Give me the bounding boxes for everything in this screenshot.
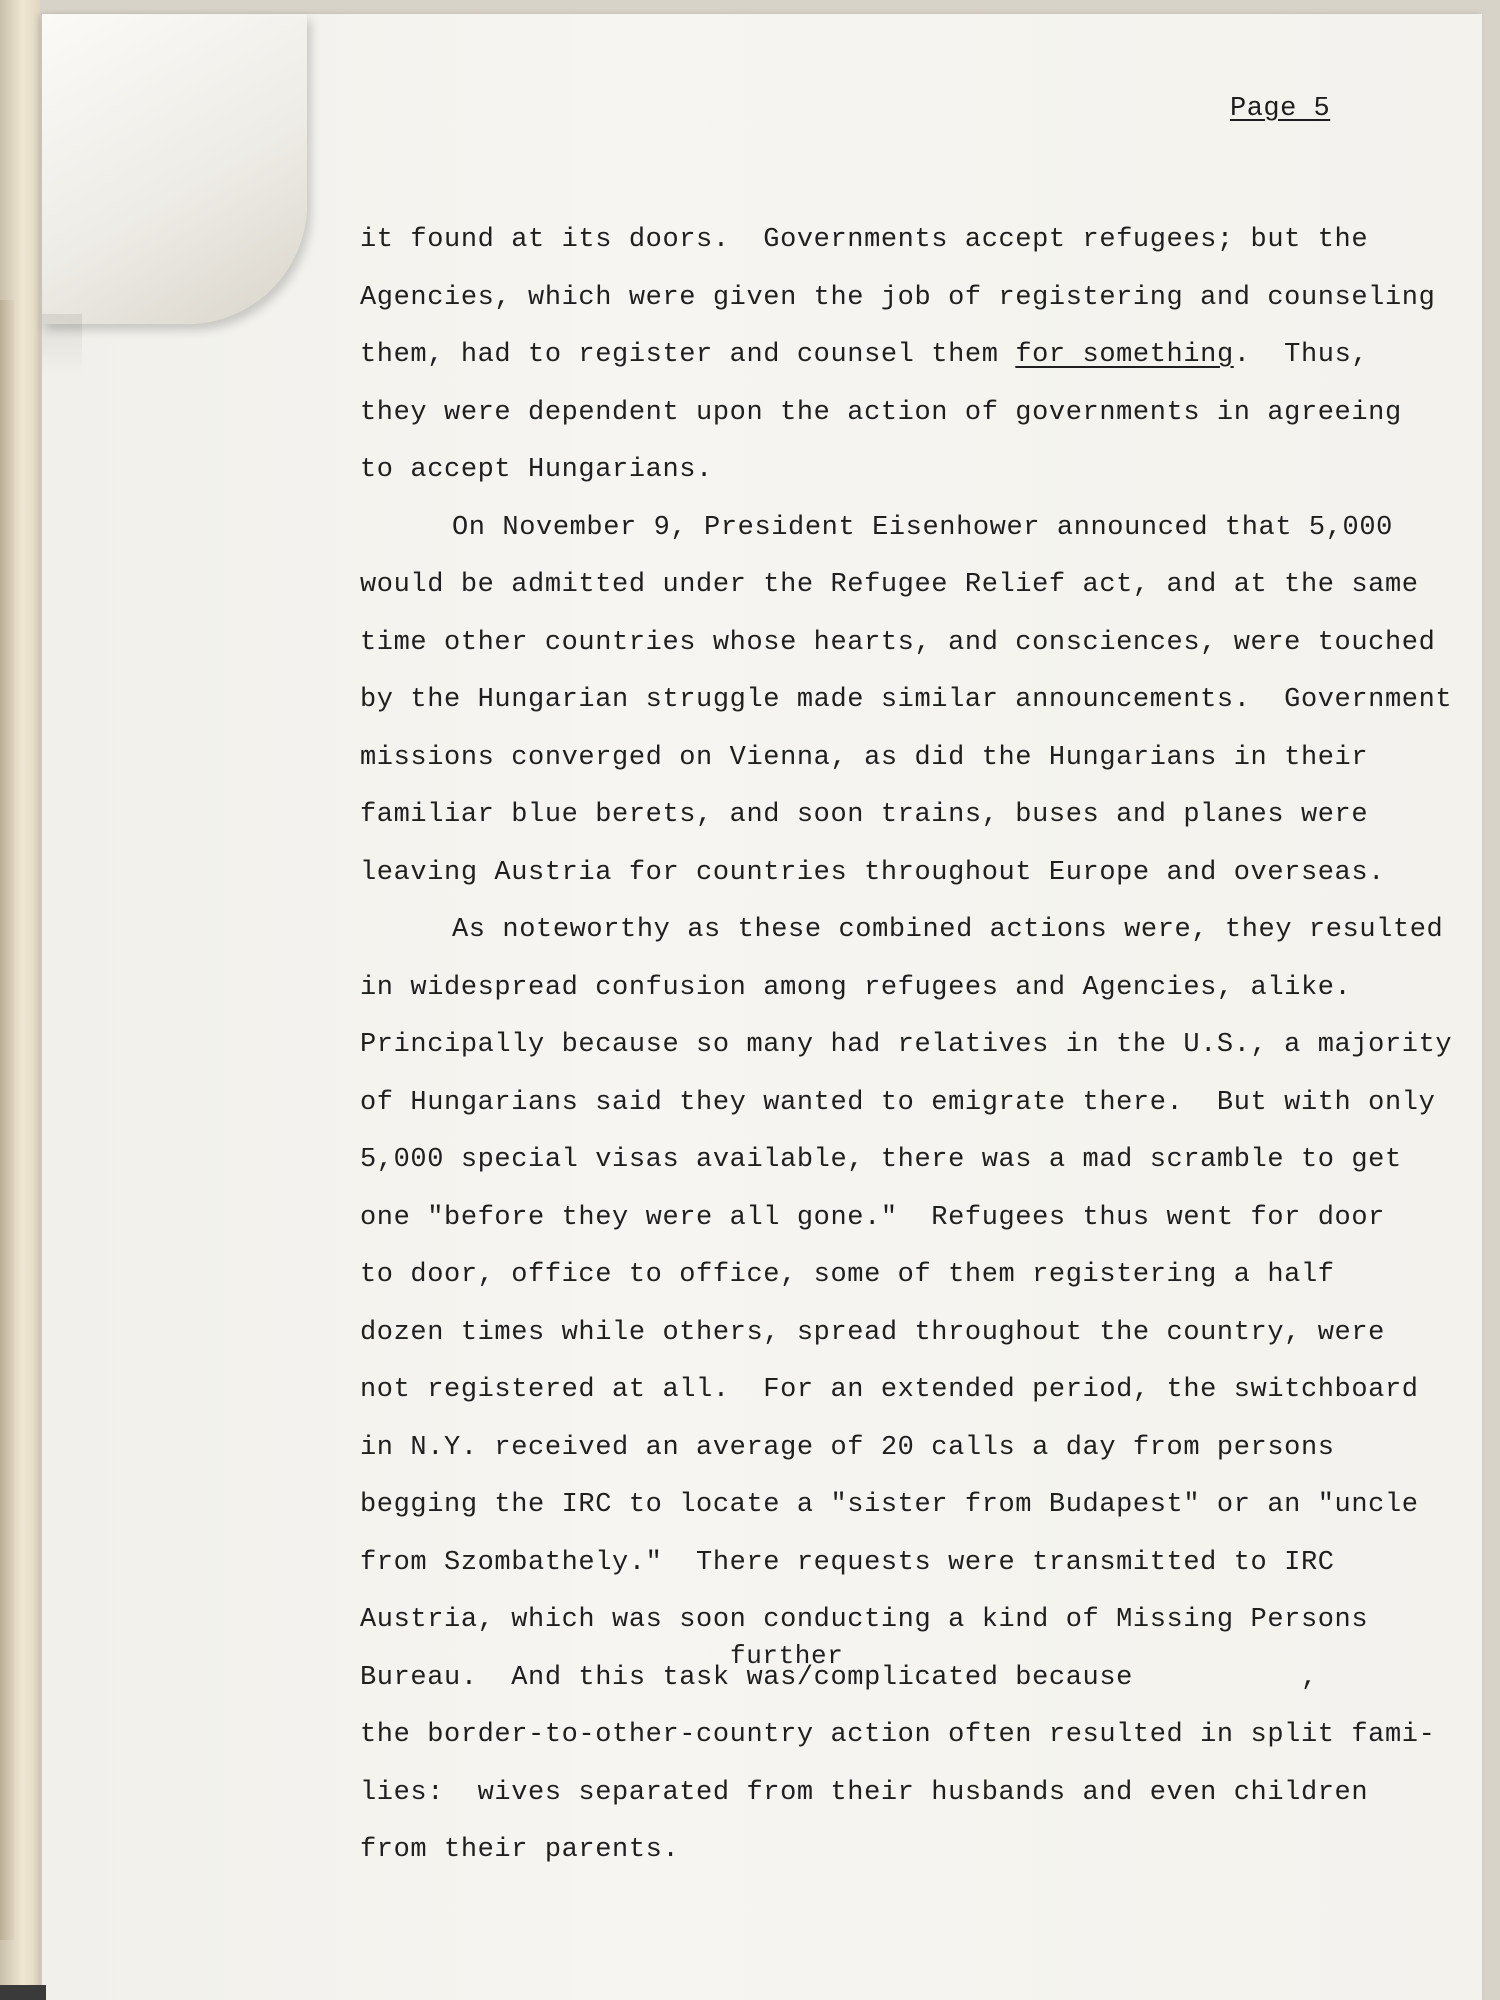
text-line-paragraph-start: On November 9, President Eisenhower announced that 5,000	[452, 512, 1393, 543]
text-line: one "before they were all gone." Refugees thus went for door	[360, 1202, 1385, 1233]
typed-page	[40, 14, 1482, 2000]
page-number: Page 5	[1230, 94, 1331, 124]
text-line: leaving Austria for countries throughout Europe and overseas.	[360, 857, 1385, 888]
text-line: to accept Hungarians.	[360, 455, 713, 485]
text-line: lies: wives separated from their husbands and even children	[360, 1777, 1369, 1808]
page-curl	[42, 14, 307, 324]
line-segment: Bureau. And this task was/complicated because ,	[360, 1662, 1318, 1693]
text-line-underlined	[360, 327, 1500, 385]
text-line: 5,000 special visas available, there was a mad scramble to get	[360, 1145, 1402, 1175]
text-line: in widespread confusion among refugees and Agencies, alike.	[360, 972, 1352, 1003]
text-line: the border-to-other-country action often resulted in split fami-	[360, 1720, 1436, 1750]
text-line: they were dependent upon the action of governments in agreeing	[360, 397, 1402, 428]
text-line: begging the IRC to locate a "sister from Budapest" or an "uncle	[360, 1490, 1419, 1520]
text-line: from Szombathely." There requests were transmitted to IRC	[360, 1547, 1335, 1578]
line-segment: . Thus,	[1233, 340, 1369, 370]
text-line: of Hungarians said they wanted to emigrate there. But with only	[360, 1087, 1436, 1118]
text-line: Austria, which was soon conducting a kind of Missing Persons	[360, 1605, 1369, 1635]
body-text	[360, 212, 1500, 1880]
text-line: by the Hungarian struggle made similar announcements. Government	[360, 685, 1453, 715]
text-line: would be admitted under the Refugee Relief act, and at the same	[360, 570, 1419, 600]
text-line: it found at its doors. Governments accept refugees; but the	[360, 225, 1369, 255]
page-curl-shadow	[42, 314, 82, 374]
corner-tag	[0, 1985, 46, 2000]
text-line: missions converged on Vienna, as did the Hungarians in their	[360, 742, 1369, 773]
text-line: time other countries whose hearts, and consciences, were touched	[360, 627, 1436, 658]
text-line: from their parents.	[360, 1835, 680, 1865]
text-line: familiar blue berets, and soon trains, buses and planes were	[360, 800, 1369, 830]
binder-spine	[0, 300, 14, 1940]
text-line-paragraph-start: As noteworthy as these combined actions were, they resulted	[452, 915, 1444, 945]
inserted-word: further	[730, 1640, 844, 1671]
underlined-phrase: for something	[1015, 340, 1234, 370]
text-line: not registered at all. For an extended period, the switchboard	[360, 1375, 1419, 1405]
text-line-with-insertion	[360, 1640, 1500, 1708]
text-line: in N.Y. received an average of 20 calls a day from persons	[360, 1432, 1335, 1463]
line-segment: them, had to register and counsel them	[360, 340, 1016, 370]
text-line: to door, office to office, some of them registering a half	[360, 1260, 1335, 1290]
text-line: dozen times while others, spread throughout the country, were	[360, 1317, 1385, 1348]
text-line: Principally because so many had relatives in the U.S., a majority	[360, 1030, 1453, 1060]
text-line: Agencies, which were given the job of registering and counseling	[360, 282, 1436, 313]
